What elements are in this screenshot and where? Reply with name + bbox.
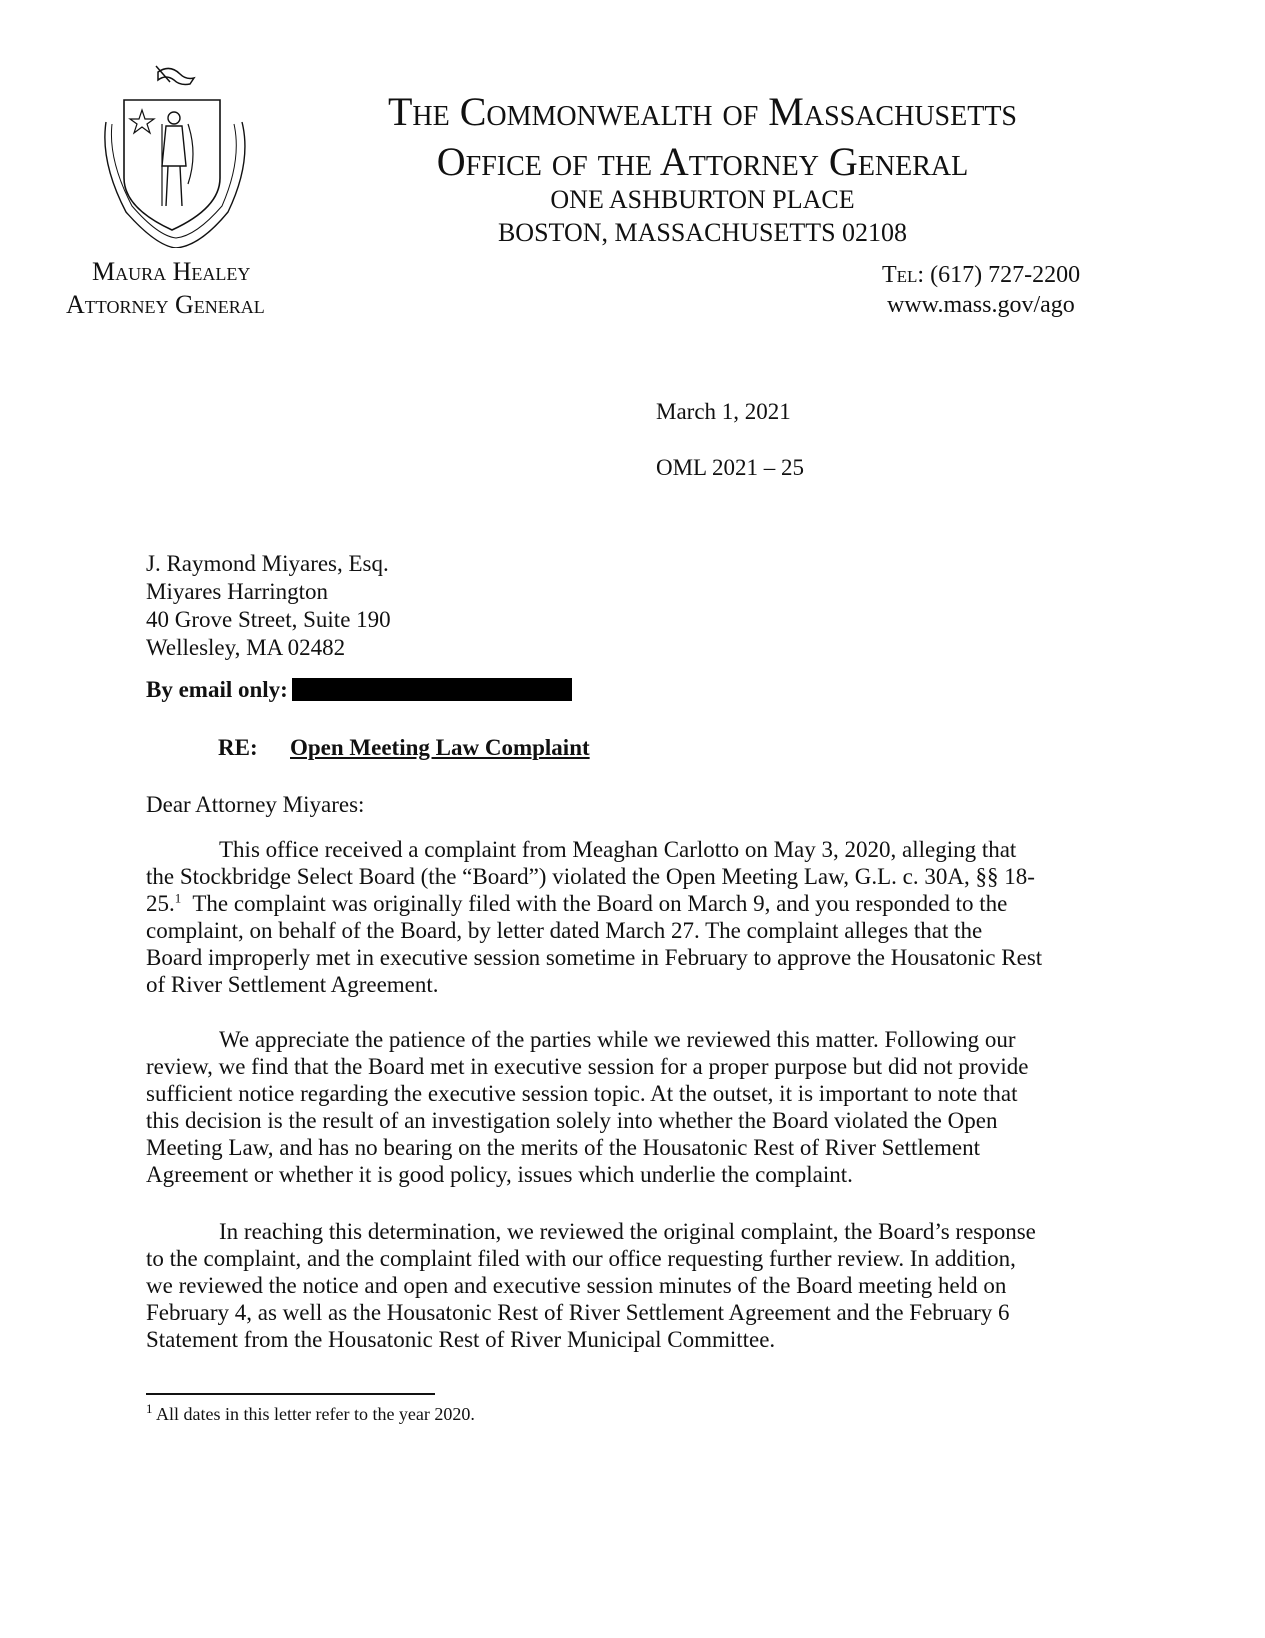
telephone: Tel: (617) 727-2200 <box>882 262 1081 288</box>
paragraph-line: Agreement or whether it is good policy, issues which underlie the complaint. <box>146 1162 853 1187</box>
paragraph-1 <box>146 836 1083 998</box>
salutation: Dear Attorney Miyares: <box>146 792 365 817</box>
paragraph-line: we reviewed the notice and open and executive session minutes of the Board meeting held on <box>146 1273 1007 1298</box>
line-start: 25. <box>146 891 175 916</box>
delivery-line <box>146 676 572 703</box>
letterhead-commonwealth: The Commonwealth of Massachusetts <box>387 89 1018 134</box>
paragraph-2 <box>146 1026 1083 1188</box>
recipient-address <box>146 550 391 662</box>
line-rest: The complaint was originally filed with the Board on March 9, and you responded to the <box>181 891 1008 916</box>
footnote-divider <box>146 1393 435 1395</box>
attorney-general-title: Attorney General <box>66 290 265 319</box>
paragraph-line: sufficient notice regarding the executive session topic. At the outset, it is important to note that <box>146 1081 1018 1106</box>
footnote-mark: 1 <box>146 1401 153 1416</box>
paragraph-line: This office received a complaint from Meaghan Carlotto on May 3, 2020, alleging that <box>219 837 1017 862</box>
re-subject: Open Meeting Law Complaint <box>290 735 590 760</box>
delivery-label: By email only: <box>146 677 288 702</box>
paragraph-3 <box>146 1218 1083 1353</box>
footnote-text: All dates in this letter refer to the year 2020. <box>156 1404 475 1424</box>
paragraph-line: complaint, on behalf of the Board, by letter dated March 27. The complaint alleges that the <box>146 918 983 943</box>
reference-number: OML 2021 – 25 <box>656 455 805 480</box>
letterhead-office: Office of the Attorney General <box>436 139 969 184</box>
re-label: RE: <box>218 735 258 760</box>
paragraph-line: of River Settlement Agreement. <box>146 972 439 997</box>
website: www.mass.gov/ago <box>887 292 1075 318</box>
paragraph-line: review, we find that the Board met in executive session for a proper purpose but did not provide <box>146 1054 1029 1079</box>
paragraph-line <box>146 890 1083 917</box>
paragraph-line: Board improperly met in executive session sometime in February to approve the Housatonic Rest <box>146 945 1043 970</box>
paragraph-line: February 4, as well as the Housatonic Rest of River Settlement Agreement and the February 6 <box>146 1300 1010 1325</box>
recipient-city: Wellesley, MA 02482 <box>146 635 346 660</box>
recipient-name: J. Raymond Miyares, Esq. <box>146 551 389 576</box>
footnote <box>146 1401 475 1425</box>
recipient-street: 40 Grove Street, Suite 190 <box>146 607 391 632</box>
letterhead-city: BOSTON, MASSACHUSETTS 02108 <box>497 218 908 247</box>
paragraph-line: We appreciate the patience of the parties while we reviewed this matter. Following our <box>219 1027 1016 1052</box>
recipient-firm: Miyares Harrington <box>146 579 329 604</box>
paragraph-line: Statement from the Housatonic Rest of River Municipal Committee. <box>146 1327 776 1352</box>
letter-date: March 1, 2021 <box>656 399 791 424</box>
paragraph-line: Meeting Law, and has no bearing on the merits of the Housatonic Rest of River Settlement <box>146 1135 980 1160</box>
redacted-email <box>292 678 572 701</box>
paragraph-line: to the complaint, and the complaint filed with our office requesting further review. In addition, <box>146 1246 1016 1271</box>
attorney-general-name: Maura Healey <box>92 257 251 286</box>
paragraph-line: the Stockbridge Select Board (the “Board”) violated the Open Meeting Law, G.L. c. 30A, §§ 18- <box>146 864 1035 889</box>
paragraph-line: this decision is the result of an investigation solely into whether the Board violated the Open <box>146 1108 998 1133</box>
letterhead-street: ONE ASHBURTON PLACE <box>550 185 855 214</box>
footnote-ref: 1 <box>174 890 182 906</box>
paragraph-line: In reaching this determination, we reviewed the original complaint, the Board’s response <box>219 1219 1036 1244</box>
subject-line <box>218 734 590 761</box>
